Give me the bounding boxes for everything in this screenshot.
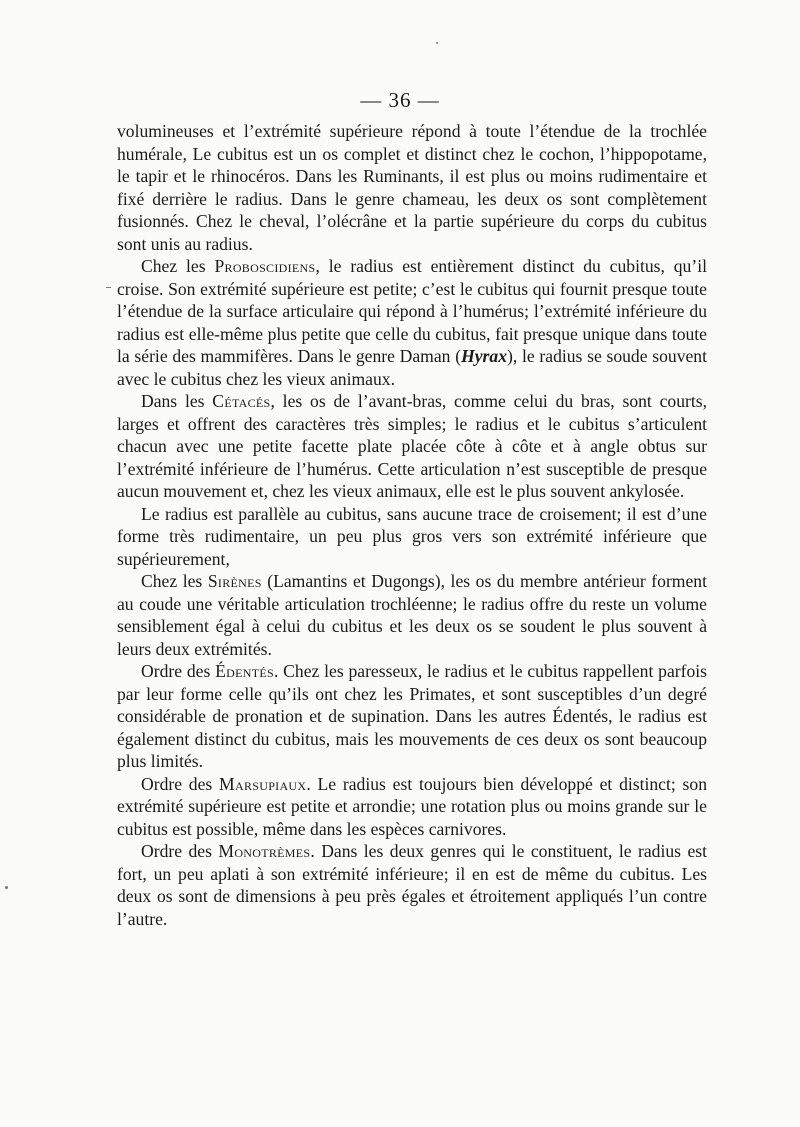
term-sirenes: Sirènes [207, 571, 262, 591]
paragraph-5 [117, 570, 707, 660]
paragraph-2-text-a: , le radius est entièrement distinct du cubitus, qu’il croise. Son extrémité supérieure est petite; c’est le cubitus qui fournit presque toute l’étendue de la surface articulaire qui répond à l’humérus; l’extrémité inférieure du radius est elle-même plus petite que celle du cubitus, fait presque unique dans toute la série des mammifères. Dans le genre Daman ( [117, 256, 707, 366]
paragraph-2-lead: Chez les [141, 256, 215, 276]
paragraph-7-lead: Ordre des [141, 773, 220, 794]
paragraph-3 [117, 390, 707, 503]
term-cetaces: Cétacés [212, 391, 271, 411]
scan-speck [436, 42, 438, 44]
term-edentes: Édentés [215, 661, 274, 681]
paragraph-7 [117, 773, 707, 841]
paragraph-4-text: Le radius est parallèle au cubitus, sans aucune trace de croisement; il est d’une forme très rudimentaire, un peu plus gros vers son extrémité inférieure que supérieurement, [117, 503, 707, 569]
term-proboscidiens: Proboscidiens [214, 256, 316, 276]
paragraph-4 [117, 503, 707, 571]
paragraph-5-lead: Chez les [141, 571, 208, 591]
paragraph-2-text-b: ), le radius se soude souvent avec le cubitus chez les vieux animaux. [117, 346, 707, 389]
paragraph-8-lead: Ordre des [141, 841, 219, 861]
paragraph-3-lead: Dans les [141, 391, 213, 411]
paragraph-1 [117, 120, 707, 255]
genus-hyrax: Hyrax [461, 346, 507, 366]
paragraph-2 [117, 255, 707, 390]
scan-speck [5, 886, 8, 889]
paragraph-6-text: . Chez les paresseux, le radius et le cubitus rappellent parfois par leur forme celle qu’ils ont chez les Primates, et sont susceptibles d’un degré considérable de pronation et de supination. Dans les autres Édentés, le radius est également distinct du cubitus, mais les mouvements de ces deux os sont beaucoup plus limités. [117, 661, 708, 771]
body-text [117, 120, 707, 930]
paragraph-7-text: . Le radius est toujours bien développé et distinct; son extrémité supérieure est petite et arrondie; une rotation plus ou moins grande sur le cubitus est possible, même dans les espèces carnivores. [117, 773, 707, 839]
term-monotremes: Monotrèmes [218, 841, 311, 861]
paragraph-1-text: volumineuses et l’extrémité supérieure répond à toute l’étendue de la trochlée humérale, Le cubitus est un os complet et distinct chez le cochon, l’hippopotame, le tapir et le rhinocéros. Dans les Ruminants, il est plus ou moins rudimentaire et fixé derrière le radius. Dans le genre chameau, les deux os sont complètement fusionnés. Chez le cheval, l’olécrâne et la partie supérieure du corps du cubitus sont unis au radius. [117, 121, 707, 254]
paragraph-8-text: . Dans les deux genres qui le constituent, le radius est fort, un peu aplati à son extrémité inférieure; il en est de même du cubitus. Les deux os sont de dimensions à peu près égales et étroitement appliqués l’un contre l’autre. [117, 841, 707, 929]
paragraph-3-text: , les os de l’avant-bras, comme celui du bras, sont courts, larges et offrent des caractères très simples; le radius et le cubitus s’articulent chacun avec une petite facette plate placée côte à côte et à angle obtus sur l’extrémité inférieure de l’humérus. Cette articulation n’est susceptible de presque aucun mouvement et, chez les vieux animaux, elle est le plus souvent ankylosée. [117, 391, 707, 501]
scan-speck [106, 287, 111, 288]
paragraph-6 [117, 660, 707, 773]
paragraph-5-text: (Lamantins et Dugongs), les os du membre antérieur forment au coude une véritable articulation trochléenne; le radius offre du reste un volume sensiblement égal à celui du cubitus et les deux os se soudent le plus souvent à leurs deux extrémités. [117, 571, 707, 659]
term-marsupiaux: Marsupiaux [219, 773, 307, 794]
page-number: — 36 — [360, 88, 440, 112]
paragraph-8 [117, 840, 707, 930]
paragraph-6-lead: Ordre des [141, 661, 216, 681]
